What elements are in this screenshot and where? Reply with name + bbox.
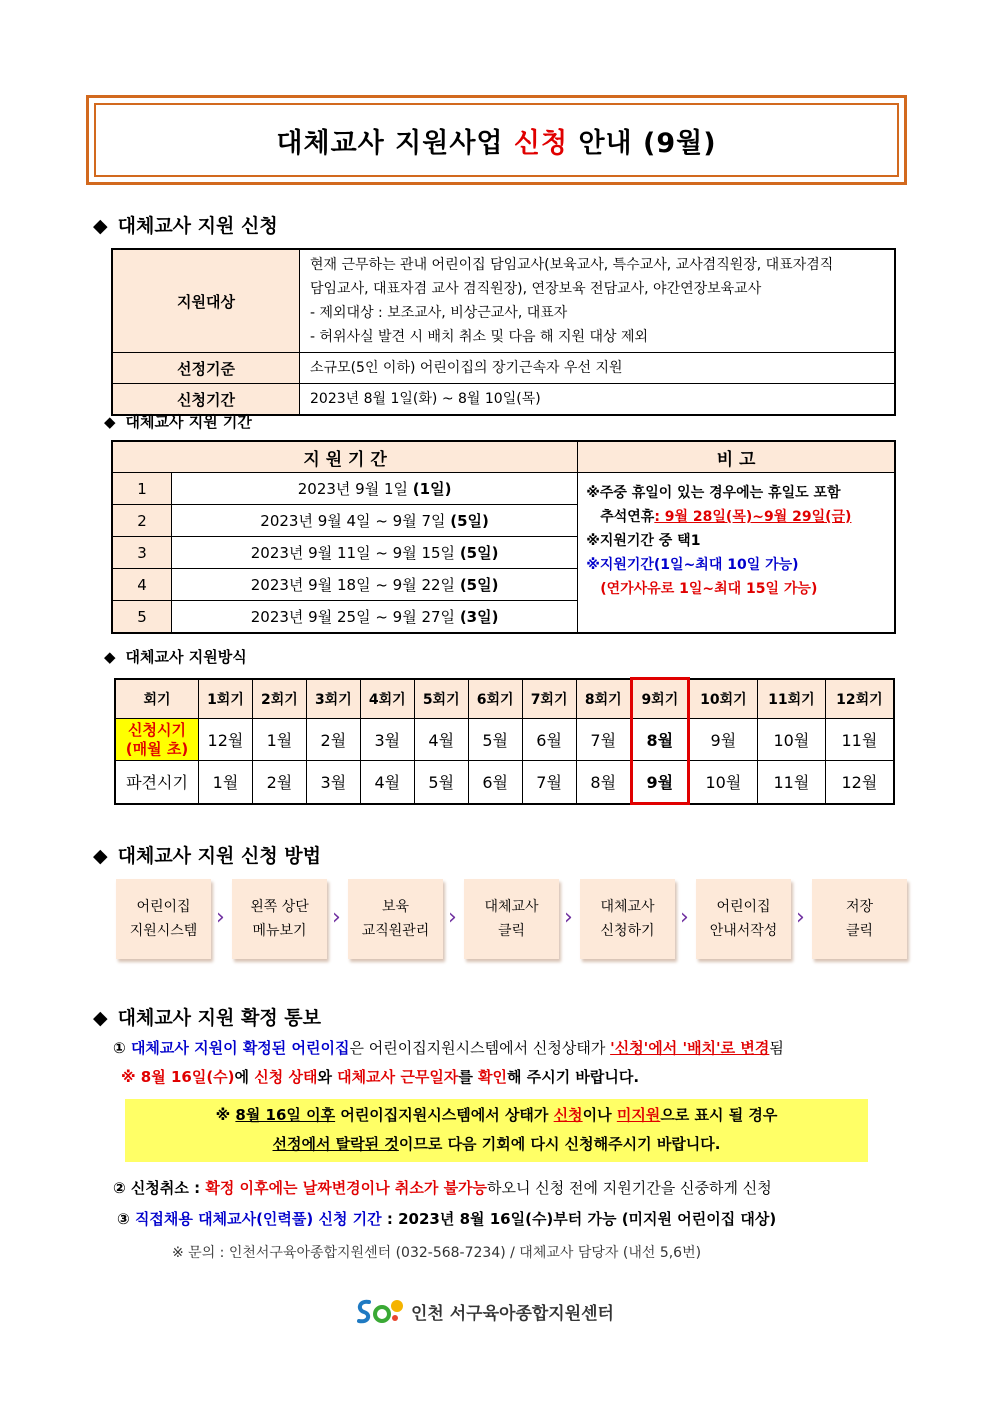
diamond-bullet-icon: ◆ [93, 1007, 108, 1029]
section-heading-text: 대체교사 지원 확정 통보 [117, 1007, 322, 1029]
section-heading-text: 대체교사 지원방식 [125, 648, 247, 666]
step-label-line: 대체교사 [600, 899, 655, 915]
dispatch-month-cell: 9월 [631, 761, 688, 804]
row-label-term: 회기 [115, 679, 199, 719]
dispatch-month-cell: 5월 [414, 761, 468, 804]
term-cell: 1회기 [199, 679, 253, 719]
line-text: 해 주시기 바랍니다. [507, 1068, 640, 1086]
dispatch-month-cell: 1월 [199, 761, 253, 804]
line-text: 에 [234, 1068, 255, 1086]
step-label [600, 895, 654, 943]
apply-month-cell: 12월 [199, 719, 253, 761]
section-heading-apply [93, 211, 278, 238]
confirm-line-2 [121, 1066, 639, 1087]
target-line: 담임교사, 대표자겸 교사 겸직원장), 연장보육 전담교사, 야간연장보육교사 [310, 281, 762, 297]
line-text: 를 [458, 1068, 479, 1086]
step-label-line: 왼쪽 상단 [250, 899, 309, 915]
dispatch-month-cell: 4월 [360, 761, 414, 804]
dispatch-month-cell: 3월 [306, 761, 360, 804]
column-header-note: 비 고 [578, 441, 895, 473]
dispatch-month-cell: 12월 [825, 761, 894, 804]
dispatch-month-cell: 10월 [688, 761, 757, 804]
contact-info: ※ 문의 : 인천서구육아종합지원센터 (032-568-7234) / 대체교사 담당자 (내선 5,6번) [172, 1245, 702, 1261]
step-label-line: 교직원관리 [361, 923, 430, 939]
cancel-label: ② 신청취소 : [113, 1179, 206, 1197]
term-cell: 3회기 [306, 679, 360, 719]
table-row [112, 473, 895, 505]
warning-box [125, 1099, 868, 1162]
check-confirm: 확인 [478, 1068, 508, 1086]
period-number: 4 [112, 569, 172, 601]
pool-text: : 2023년 8월 16일(수)부터 가능 (미지원 어린이집 대상) [381, 1210, 777, 1228]
period-dates: 2023년 9월 18일 ~ 9월 22일 [250, 576, 460, 594]
line-text: 은 어린이집지원시스템에서 신청상태가 [349, 1039, 611, 1057]
dispatch-month-cell: 2월 [252, 761, 306, 804]
table-row [112, 249, 895, 353]
chevron-right-icon: › [680, 905, 689, 930]
period-dates: 2023년 9월 4일 ~ 9월 7일 [260, 512, 451, 530]
line-text: 됨 [769, 1039, 784, 1057]
apply-month-cell: 7월 [576, 719, 631, 761]
step-label-line: 신청하기 [600, 923, 655, 939]
section-heading-period [104, 411, 252, 432]
section-heading-method [104, 646, 247, 667]
term-cell: 6회기 [468, 679, 522, 719]
column-header-period: 지 원 기 간 [112, 441, 578, 473]
chevron-right-icon: › [796, 905, 805, 930]
term-cell: 10회기 [688, 679, 757, 719]
step-label [846, 895, 873, 943]
term-schedule-table [114, 677, 895, 805]
table-row [112, 353, 895, 384]
footer-logo [355, 1296, 614, 1326]
row-label: 신청기간 [112, 384, 300, 416]
step-box [116, 879, 211, 959]
step-label-line: 저장 [845, 899, 874, 915]
title-part-3: 안내 (9월) [568, 127, 717, 159]
term-cell: 2회기 [252, 679, 306, 719]
line-number: ③ [117, 1210, 135, 1228]
check-date: ※ 8월 16일(수) [121, 1068, 235, 1086]
step-box [464, 879, 559, 959]
apply-month-cell: 5월 [468, 719, 522, 761]
note-chuseok-dates: : 9월 28일(목)~9월 29일(금) [654, 509, 852, 525]
diamond-bullet-icon: ◆ [93, 215, 108, 237]
term-cell: 7회기 [522, 679, 576, 719]
period-range [172, 601, 578, 634]
step-label-line: 대체교사 [484, 899, 539, 915]
diamond-bullet-icon: ◆ [104, 413, 116, 431]
step-label [484, 895, 538, 943]
title-highlight: 신청 [513, 127, 569, 159]
row-value: 2023년 8월 1일(화) ~ 8월 10일(목) [300, 384, 896, 416]
target-line: 현재 근무하는 관내 어린이집 담임교사(보육교사, 특수교사, 교사겸직원장, 대표자겸직 [310, 257, 834, 273]
note-holiday: ※주중 휴일이 있는 경우에는 휴일도 포함 [586, 485, 841, 501]
apply-month-cell: 2월 [306, 719, 360, 761]
dispatch-row [115, 761, 894, 804]
dispatch-month-cell: 11월 [758, 761, 826, 804]
section-heading-how-to [93, 841, 321, 868]
step-box [696, 879, 791, 959]
apply-label-line: 신청시기 [128, 720, 186, 739]
dispatch-month-cell: 8월 [576, 761, 631, 804]
warning-line-2: 선정에서 탈락된 것이므로 다음 기회에 다시 신청해주시기 바랍니다. [272, 1135, 721, 1153]
period-dates: 2023년 9월 11일 ~ 9월 15일 [250, 544, 460, 562]
pool-label: 직접채용 대체교사(인력풀) 신청 기간 [134, 1210, 382, 1228]
title-box [86, 95, 907, 185]
step-label-line: 어린이집 [716, 899, 771, 915]
period-range [172, 569, 578, 601]
dispatch-month-cell: 6월 [468, 761, 522, 804]
step-label-line: 지원시스템 [129, 923, 198, 939]
apply-month-cell: 3월 [360, 719, 414, 761]
step-label [130, 895, 198, 943]
table-header-row [112, 441, 895, 473]
period-days: (3일) [459, 608, 499, 626]
pool-line [117, 1208, 776, 1229]
period-days: (5일) [450, 512, 489, 530]
step-label [250, 895, 309, 943]
step-label-line: 메뉴보기 [252, 923, 307, 939]
apply-month-cell: 11월 [825, 719, 894, 761]
check-work-dates: 대체교사 근무일자 [337, 1068, 459, 1086]
status-apply-text: 신청 [553, 1106, 583, 1124]
apply-month-cell: 1월 [252, 719, 306, 761]
section-heading-text: 대체교사 지원 신청 방법 [117, 845, 322, 867]
period-days: (1일) [412, 480, 452, 498]
period-number: 5 [112, 601, 172, 634]
note-max-days: ※지원기간(1일~최대 10일 가능) [586, 557, 799, 573]
term-cell: 9회기 [631, 679, 688, 719]
warning-line-1: ※ 8월 16일 이후 어린이집지원시스템에서 상태가 신청이나 미지원으로 표시 될 경우 [215, 1106, 778, 1124]
row-label-apply [115, 719, 199, 761]
status-change-text: '신청'에서 '배치'로 변경 [610, 1039, 770, 1057]
status-unsupported-text: 미지원 [616, 1106, 661, 1124]
section-heading-text: 대체교사 지원 기간 [125, 413, 252, 431]
step-box [232, 879, 327, 959]
note-choose-one: ※지원기간 중 택1 [586, 533, 701, 549]
page-title [276, 121, 716, 160]
chevron-right-icon: › [216, 905, 225, 930]
period-number: 1 [112, 473, 172, 505]
period-days: (5일) [459, 544, 499, 562]
apply-label-line: (매월 초) [125, 739, 189, 758]
step-box [580, 879, 675, 959]
line-text: 와 [317, 1068, 338, 1086]
note-chuseok-label: 추석연휴 [600, 509, 655, 525]
apply-month-cell: 10월 [758, 719, 826, 761]
line-text: 하오니 신청 전에 지원기간을 신중하게 신청 [487, 1179, 772, 1197]
step-box [812, 879, 907, 959]
center-logo-icon [355, 1296, 407, 1326]
line-number: ① [113, 1039, 131, 1057]
term-cell: 5회기 [414, 679, 468, 719]
after-date-text: 8월 16일 이후 [235, 1106, 336, 1124]
step-label-line: 클릭 [845, 923, 874, 939]
rejected-text: 선정에서 탈락된 것 [272, 1135, 399, 1153]
row-value [300, 249, 896, 353]
apply-month-cell: 8월 [631, 719, 688, 761]
chevron-right-icon: › [448, 905, 457, 930]
diamond-bullet-icon: ◆ [104, 648, 116, 666]
section-heading-confirm [93, 1003, 321, 1030]
note-leave-days: (연가사유로 1일~최대 15일 가능) [600, 581, 818, 597]
chevron-right-icon: › [332, 905, 341, 930]
period-range [172, 537, 578, 569]
confirmed-center-text: 대체교사 지원이 확정된 어린이집 [130, 1039, 350, 1057]
target-line: - 제외대상 : 보조교사, 비상근교사, 대표자 [310, 305, 568, 321]
period-days: (5일) [459, 576, 499, 594]
period-dates: 2023년 9월 1일 [297, 480, 413, 498]
apply-info-table [111, 248, 896, 416]
step-label-line: 어린이집 [136, 899, 191, 915]
title-box-inner [94, 103, 899, 177]
period-notes [578, 473, 895, 634]
step-label [710, 895, 778, 943]
cancel-warning: 확정 이후에는 날짜변경이나 취소가 불가능 [205, 1179, 488, 1197]
apply-month-cell: 4월 [414, 719, 468, 761]
section-heading-text: 대체교사 지원 신청 [117, 215, 278, 237]
check-status: 신청 상태 [254, 1068, 318, 1086]
row-value: 소규모(5인 이하) 어린이집의 장기근속자 우선 지원 [300, 353, 896, 384]
diamond-bullet-icon: ◆ [93, 845, 108, 867]
apply-month-cell: 9월 [688, 719, 757, 761]
dispatch-month-cell: 7월 [522, 761, 576, 804]
row-label: 지원대상 [112, 249, 300, 353]
period-number: 3 [112, 537, 172, 569]
title-part-1: 대체교사 지원사업 [276, 127, 514, 159]
chevron-right-icon: › [564, 905, 573, 930]
term-row [115, 679, 894, 719]
period-range [172, 505, 578, 537]
apply-month-cell: 6월 [522, 719, 576, 761]
footer-org-name: 인천 서구육아종합지원센터 [411, 1303, 614, 1324]
term-cell: 11회기 [758, 679, 826, 719]
step-label [362, 895, 430, 943]
target-line: - 허위사실 발견 시 배치 취소 및 다음 해 지원 대상 제외 [310, 329, 649, 345]
term-cell: 8회기 [576, 679, 631, 719]
apply-row [115, 719, 894, 761]
step-label-line: 안내서작성 [709, 923, 778, 939]
row-label-dispatch: 파견시기 [115, 761, 199, 804]
step-box [348, 879, 443, 959]
period-range [172, 473, 578, 505]
term-cell: 12회기 [825, 679, 894, 719]
row-label: 선정기준 [112, 353, 300, 384]
cancel-line [113, 1177, 772, 1198]
step-label-line: 보육 [381, 899, 410, 915]
step-label-line: 클릭 [497, 923, 526, 939]
term-cell: 4회기 [360, 679, 414, 719]
confirm-line-1 [113, 1037, 784, 1058]
period-number: 2 [112, 505, 172, 537]
period-dates: 2023년 9월 25일 ~ 9월 27일 [250, 608, 460, 626]
support-period-table [111, 440, 896, 634]
